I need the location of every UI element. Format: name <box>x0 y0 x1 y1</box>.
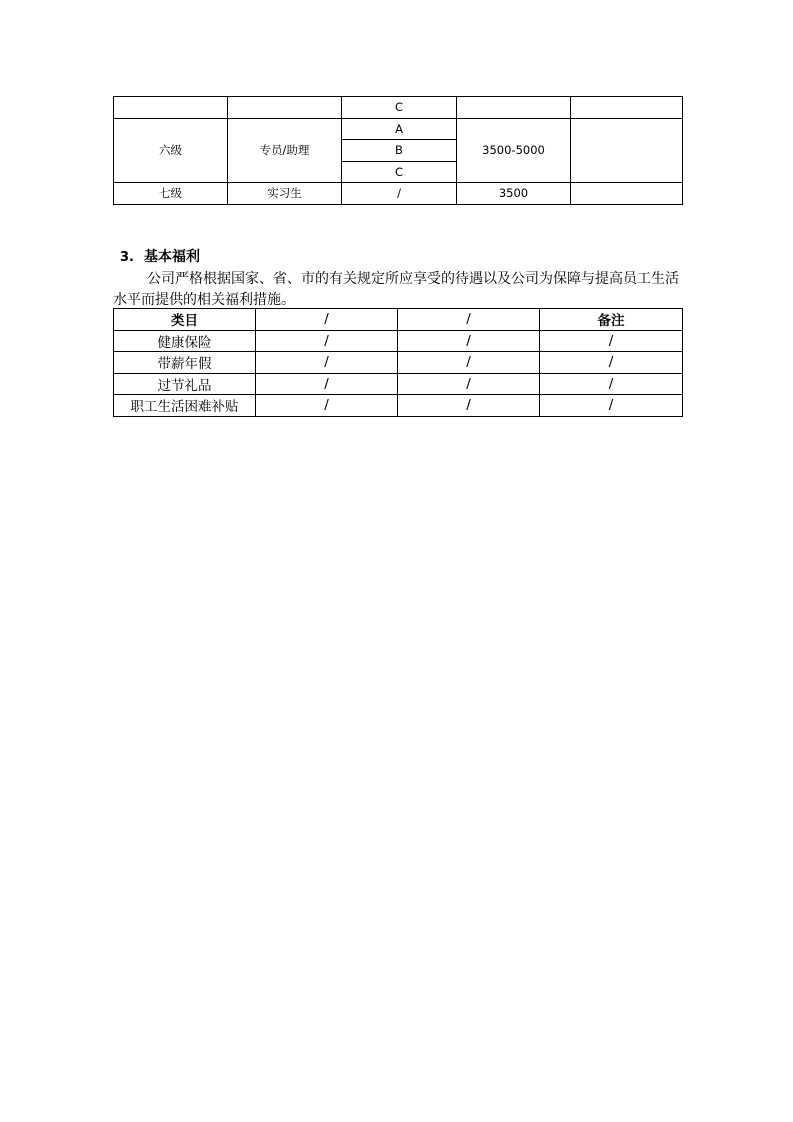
grade-cell: C <box>342 161 457 183</box>
grade-cell: A <box>342 118 457 140</box>
salary-cell: 3500 <box>457 183 571 205</box>
table-cell: / <box>398 352 540 374</box>
table-row <box>114 352 683 374</box>
benefits-table <box>113 308 683 417</box>
remark-cell: / <box>540 330 683 352</box>
grade-cell: / <box>342 183 457 205</box>
column-header: / <box>398 309 540 331</box>
grade-cell: B <box>342 140 457 162</box>
benefits-paragraph-line-1: 公司严格根据国家、省、市的有关规定所应享受的待遇以及公司为保障与提高员工生活 <box>147 271 679 287</box>
table-row <box>114 330 683 352</box>
table-cell: / <box>256 352 398 374</box>
column-header: 类目 <box>114 309 256 331</box>
benefits-paragraph-line-2: 水平而提供的相关福利措施。 <box>113 292 295 308</box>
table-cell: / <box>256 395 398 417</box>
table-cell: / <box>398 330 540 352</box>
table-row <box>114 183 683 205</box>
position-cell: 实习生 <box>228 183 342 205</box>
position-cell <box>228 97 342 119</box>
category-cell: 健康保险 <box>114 330 256 352</box>
level-cell: 七级 <box>114 183 228 205</box>
salary-cell <box>457 97 571 119</box>
level-cell <box>114 97 228 119</box>
table-header-row <box>114 309 683 331</box>
category-cell: 过节礼品 <box>114 373 256 395</box>
remark-cell: / <box>540 373 683 395</box>
level-cell: 六级 <box>114 118 228 183</box>
salary-grade-table <box>113 96 683 205</box>
column-header: / <box>256 309 398 331</box>
position-cell: 专员/助理 <box>228 118 342 183</box>
remark-cell: / <box>540 352 683 374</box>
table-cell: / <box>398 373 540 395</box>
table-row <box>114 395 683 417</box>
table-cell: / <box>256 330 398 352</box>
table-row <box>114 97 683 119</box>
table-row <box>114 118 683 140</box>
table-cell: / <box>256 373 398 395</box>
grade-cell: C <box>342 97 457 119</box>
table-row <box>114 373 683 395</box>
section-number: 3. <box>120 250 134 265</box>
section-heading <box>120 246 200 266</box>
column-header: 备注 <box>540 309 683 331</box>
category-cell: 职工生活困难补贴 <box>114 395 256 417</box>
category-cell: 带薪年假 <box>114 352 256 374</box>
remark-cell: / <box>540 395 683 417</box>
section-title: 基本福利 <box>144 249 200 265</box>
table-cell: / <box>398 395 540 417</box>
salary-cell: 3500-5000 <box>457 118 571 183</box>
remark-cell <box>571 183 683 205</box>
remark-cell <box>571 118 683 183</box>
remark-cell <box>571 97 683 119</box>
